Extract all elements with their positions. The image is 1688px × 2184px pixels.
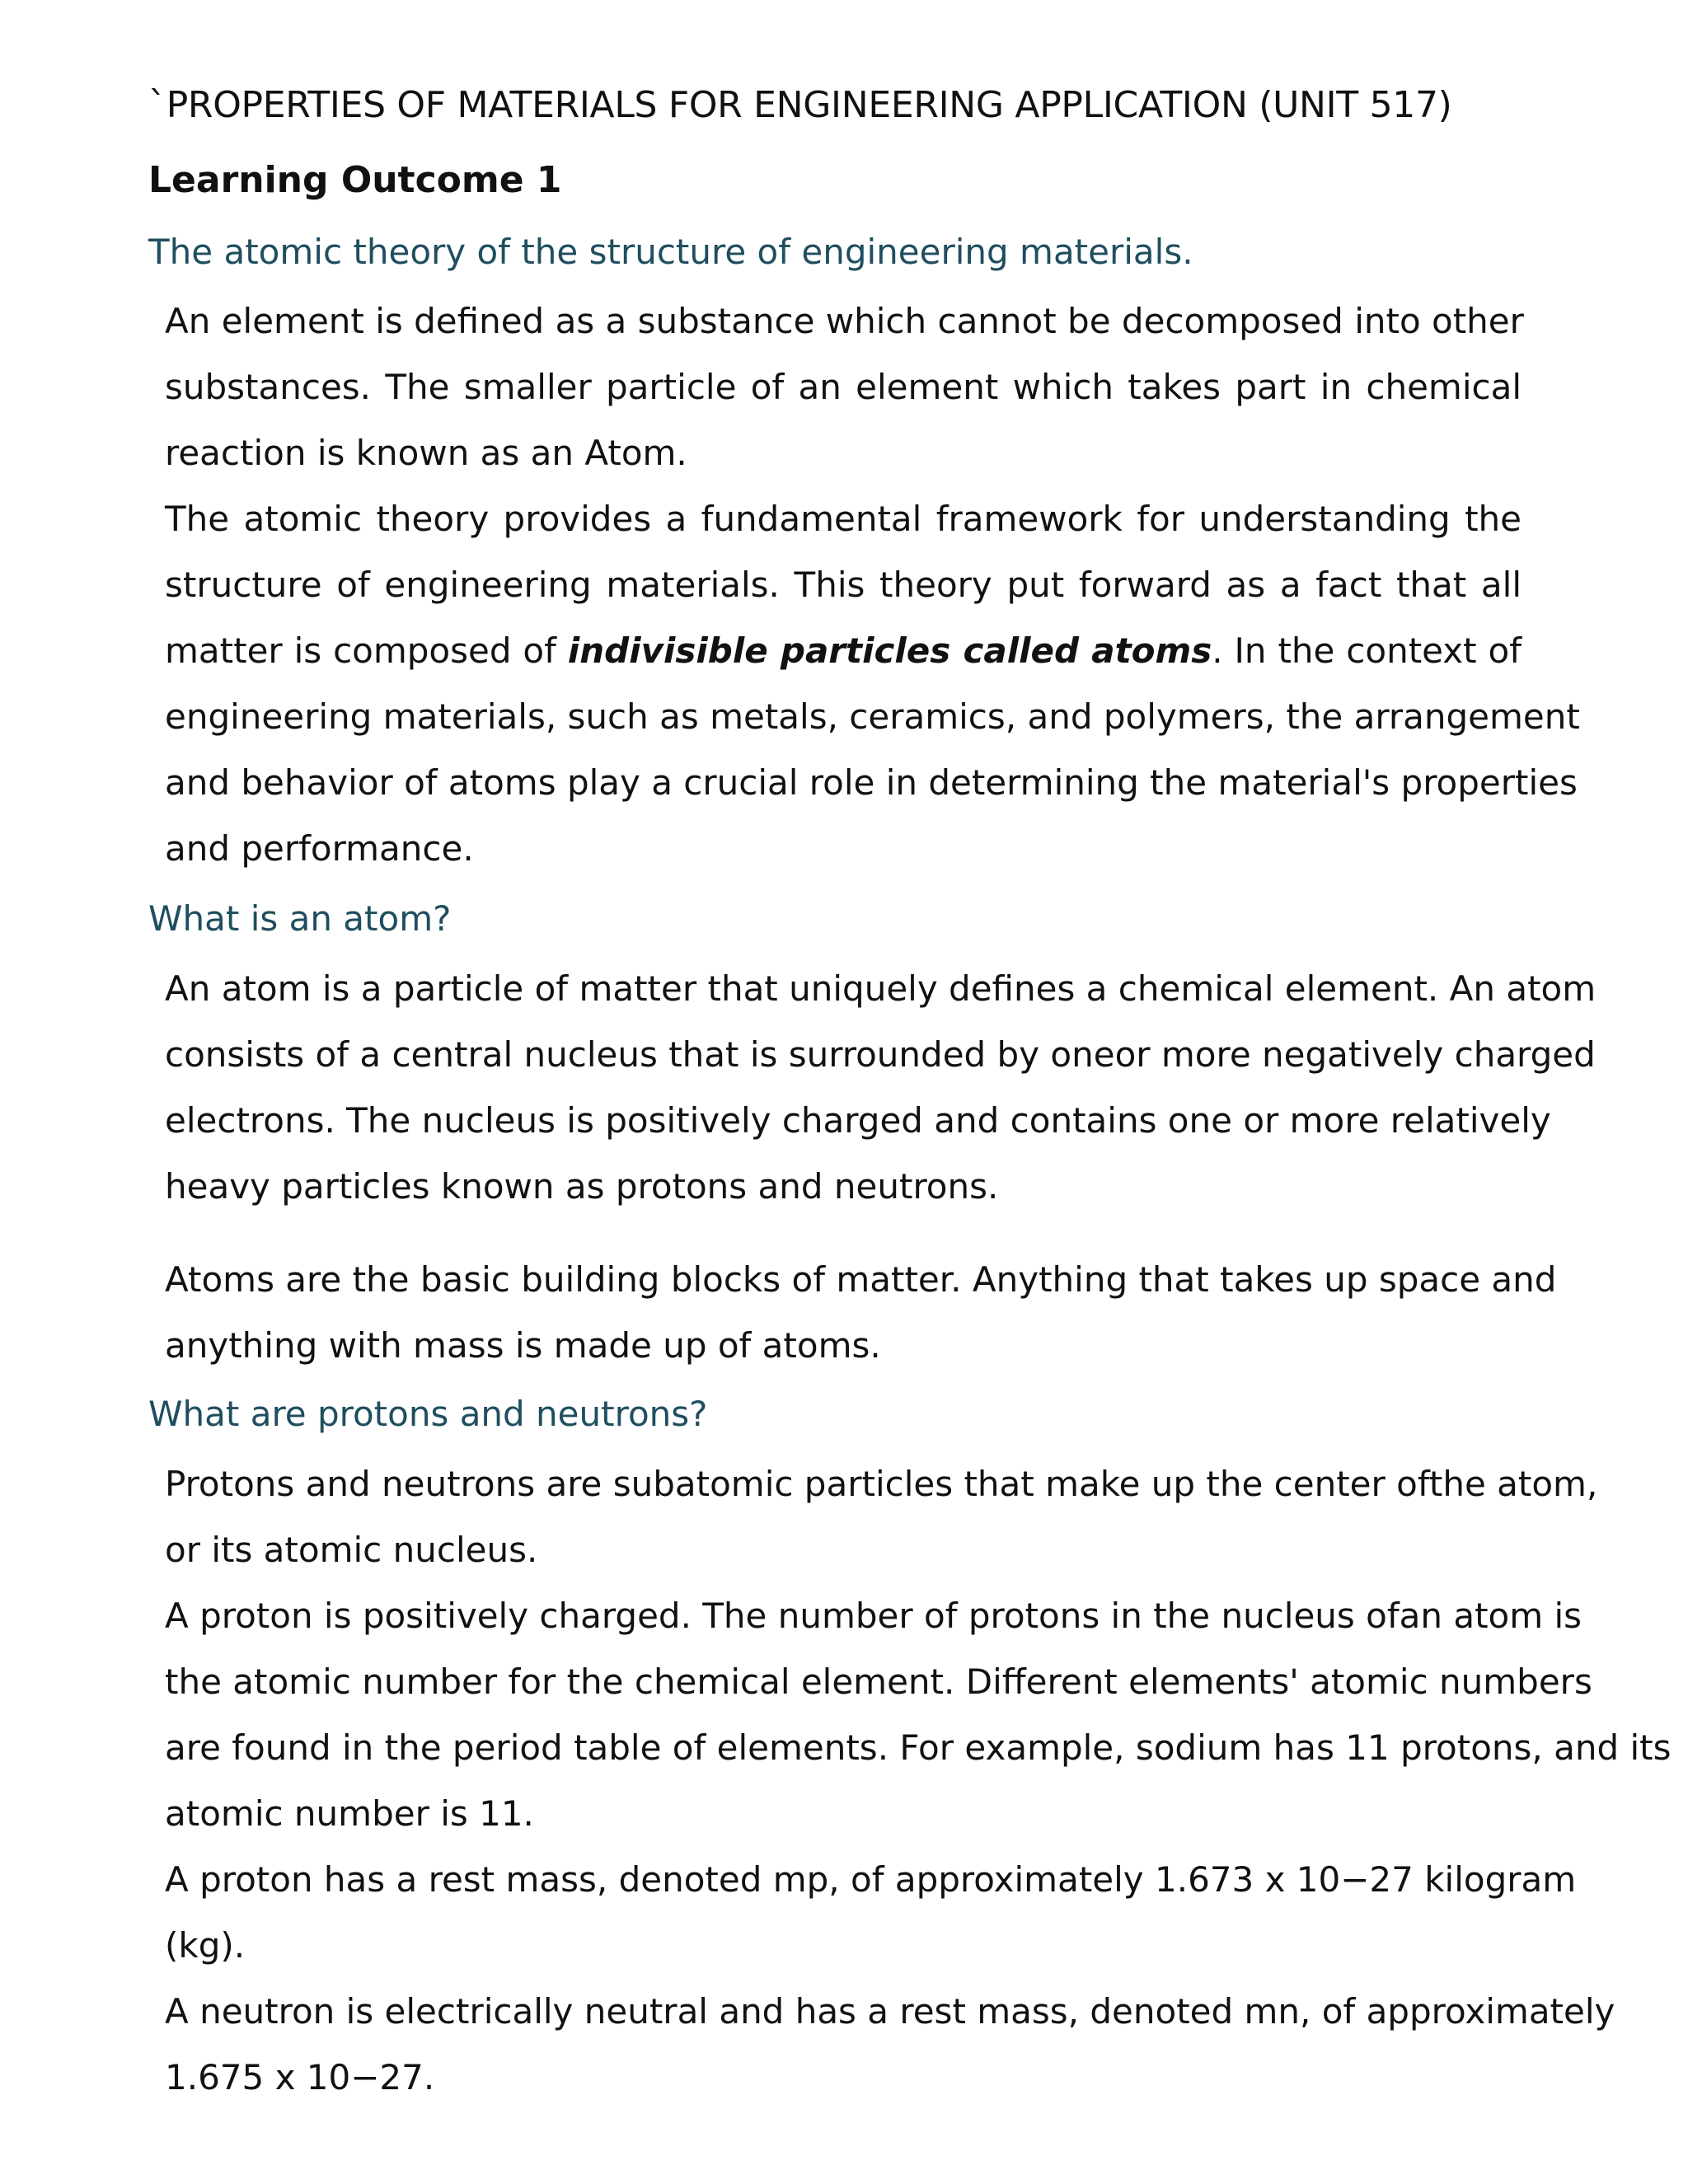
paragraph-line: A proton is positively charged. The number of protons in the nucleus ofan atom is (165, 1596, 1582, 1636)
paragraph-line: or its atomic nucleus. (165, 1530, 538, 1570)
paragraph-line: An element is defined as a substance which cannot be decomposed into other (165, 301, 1524, 341)
paragraph-line: engineering materials, such as metals, ceramics, and polymers, the arrangement (165, 696, 1580, 737)
paragraph-line: substances. The smaller particle of an element which takes part in chemical (165, 367, 1522, 407)
section-heading-what-is-atom: What is an atom? (148, 898, 452, 939)
section-heading-protons-neutrons: What are protons and neutrons? (148, 1394, 708, 1434)
paragraph-line: are found in the period table of elements. For example, sodium has 11 protons, and its (165, 1727, 1672, 1768)
paragraph-text: . In the context of (1212, 630, 1522, 671)
document-title: `PROPERTIES OF MATERIALS FOR ENGINEERING APPLICATION (UNIT 517) (148, 84, 1452, 126)
paragraph-line: consists of a central nucleus that is surrounded by oneor more negatively charged (165, 1034, 1596, 1075)
paragraph-line: 1.675 x 10−27. (165, 2057, 435, 2097)
paragraph-line: (kg). (165, 1925, 246, 1966)
paragraph-line: heavy particles known as protons and neutrons. (165, 1166, 999, 1207)
paragraph-text: matter is composed of (165, 630, 568, 671)
paragraph-line: structure of engineering materials. This theory put forward as a fact that all (165, 565, 1522, 605)
paragraph-line: A proton has a rest mass, denoted mp, of approximately 1.673 x 10−27 kilogram (165, 1859, 1577, 1900)
paragraph-line: An atom is a particle of matter that uniquely defines a chemical element. An atom (165, 968, 1597, 1009)
paragraph-line: electrons. The nucleus is positively charged and contains one or more relatively (165, 1100, 1551, 1141)
paragraph-line: reaction is known as an Atom. (165, 433, 687, 473)
paragraph-line: the atomic number for the chemical element. Different elements' atomic numbers (165, 1661, 1592, 1702)
paragraph-line: A neutron is electrically neutral and has a rest mass, denoted mn, of approximately (165, 1991, 1615, 2032)
learning-outcome-heading: Learning Outcome 1 (148, 159, 562, 201)
paragraph-line: The atomic theory provides a fundamental framework for understanding the (165, 499, 1522, 539)
emphasized-text: indivisible particles called atoms (567, 630, 1212, 671)
section-heading-atomic-theory: The atomic theory of the structure of engineering materials. (148, 232, 1193, 272)
paragraph-line: Atoms are the basic building blocks of matter. Anything that takes up space and (165, 1259, 1557, 1300)
paragraph-line: and behavior of atoms play a crucial role in determining the material's properties (165, 762, 1578, 803)
paragraph-line: Protons and neutrons are subatomic particles that make up the center ofthe atom, (165, 1464, 1598, 1504)
paragraph-line-with-emphasis (165, 630, 1522, 672)
paragraph-line: and performance. (165, 828, 474, 869)
paragraph-line: anything with mass is made up of atoms. (165, 1325, 881, 1366)
paragraph-line: atomic number is 11. (165, 1793, 534, 1834)
